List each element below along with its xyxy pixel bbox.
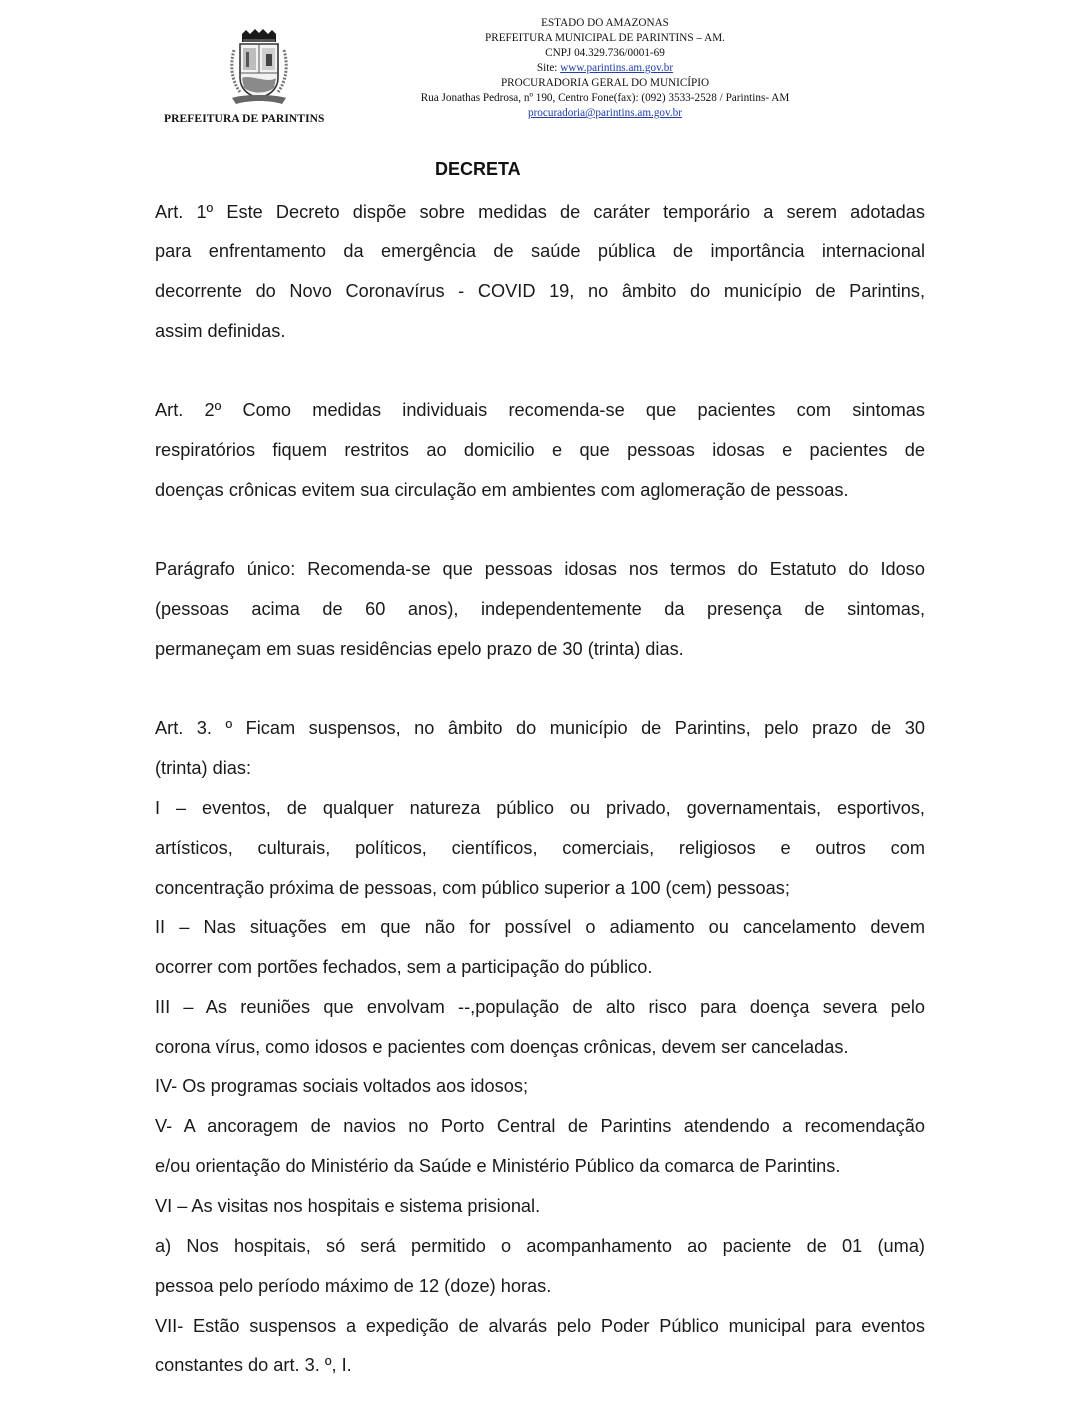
letterhead xyxy=(0,0,1065,140)
item-ii-text-line: ocorrer com portões fechados, sem a participação do público. xyxy=(155,957,653,977)
item-iii-text-line: III – As reuniões que envolvam --,população de alto risco para doença severa pelo xyxy=(155,997,925,1017)
site-label: Site: xyxy=(536,62,561,74)
item-i-text-line: I – eventos, de qualquer natureza público ou privado, governamentais, esportivos, xyxy=(155,798,925,818)
address-line: Rua Jonathas Pedrosa, nº 190, Centro Fone(fax): (092) 3533-2528 / Parintins- AM xyxy=(420,92,790,104)
coat-of-arms-icon xyxy=(226,28,292,108)
art1-text-line: para enfrentamento da emergência de saúde pública de importância internacional xyxy=(155,241,925,261)
item-vi-a-text-line: a) Nos hospitais, só será permitido o acompanhamento ao paciente de 01 (uma) xyxy=(155,1236,925,1256)
art1-text-line: Art. 1º Este Decreto dispõe sobre medidas de caráter temporário a serem adotadas xyxy=(155,202,925,222)
art3-text-line: Art. 3. º Ficam suspensos, no âmbito do município de Parintins, pelo prazo de 30 xyxy=(155,718,925,738)
item-i-text-line: artísticos, culturais, políticos, científicos, comerciais, religiosos e outros com xyxy=(155,838,925,858)
item-i-text-line: concentração próxima de pessoas, com público superior a 100 (cem) pessoas; xyxy=(155,878,790,898)
email-link[interactable]: procuradoria@parintins.am.gov.br xyxy=(527,107,683,119)
art1-text-line: assim definidas. xyxy=(155,321,286,341)
item-vii-text-line: constantes do art. 3. º, I. xyxy=(155,1355,352,1375)
art2-text-line: doenças crônicas evitem sua circulação em ambientes com aglomeração de pessoas. xyxy=(155,480,849,500)
item-ii-text-line: II – Nas situações em que não for possível o adiamento ou cancelamento devem xyxy=(155,917,925,937)
art1-text-line: decorrente do Novo Coronavírus - COVID 19, no âmbito do município de Parintins, xyxy=(155,281,925,301)
art3-text-line: (trinta) dias: xyxy=(155,758,252,778)
letterhead-info xyxy=(380,16,830,121)
item-vi-a-text-line: pessoa pelo período máximo de 12 (doze) horas. xyxy=(155,1276,552,1296)
document-heading: DECRETA xyxy=(435,159,521,179)
item-iv-text-line: IV- Os programas sociais voltados aos idosos; xyxy=(155,1076,529,1096)
state-line: ESTADO DO AMAZONAS xyxy=(541,17,669,29)
item-v-text-line: V- A ancoragem de navios no Porto Central de Parintins atendendo a recomendação xyxy=(155,1116,925,1136)
paragraph-unico-text-line: permaneçam em suas residências epelo prazo de 30 (trinta) dias. xyxy=(155,639,684,659)
office-line: PROCURADORIA GERAL DO MUNICÍPIO xyxy=(500,77,710,89)
letterhead-caption: PREFEITURA DE PARINTINS xyxy=(164,113,325,125)
cnpj-line: CNPJ 04.329.736/0001-69 xyxy=(545,47,665,59)
paragraph-unico-text-line: (pessoas acima de 60 anos), independentemente da presença de sintomas, xyxy=(155,599,925,619)
item-vii-text-line: VII- Estão suspensos a expedição de alvarás pelo Poder Público municipal para eventos xyxy=(155,1316,925,1336)
prefecture-line: PREFEITURA MUNICIPAL DE PARINTINS – AM. xyxy=(485,32,725,44)
item-vi-text-line: VI – As visitas nos hospitais e sistema prisional. xyxy=(155,1196,541,1216)
site-line xyxy=(380,61,830,76)
site-link[interactable]: www.parintins.am.gov.br xyxy=(560,62,674,74)
item-v-text-line: e/ou orientação do Ministério da Saúde e Ministério Público da comarca de Parintins. xyxy=(155,1156,841,1176)
email-line xyxy=(380,106,830,121)
art2-text-line: Art. 2º Como medidas individuais recomenda-se que pacientes com sintomas xyxy=(155,400,925,420)
art2-text-line: respiratórios fiquem restritos ao domicilio e que pessoas idosas e pacientes de xyxy=(155,440,925,460)
item-iii-text-line: corona vírus, como idosos e pacientes com doenças crônicas, devem ser canceladas. xyxy=(155,1037,849,1057)
paragraph-unico-text-line: Parágrafo único: Recomenda-se que pessoas idosas nos termos do Estatuto do Idoso xyxy=(155,559,925,579)
